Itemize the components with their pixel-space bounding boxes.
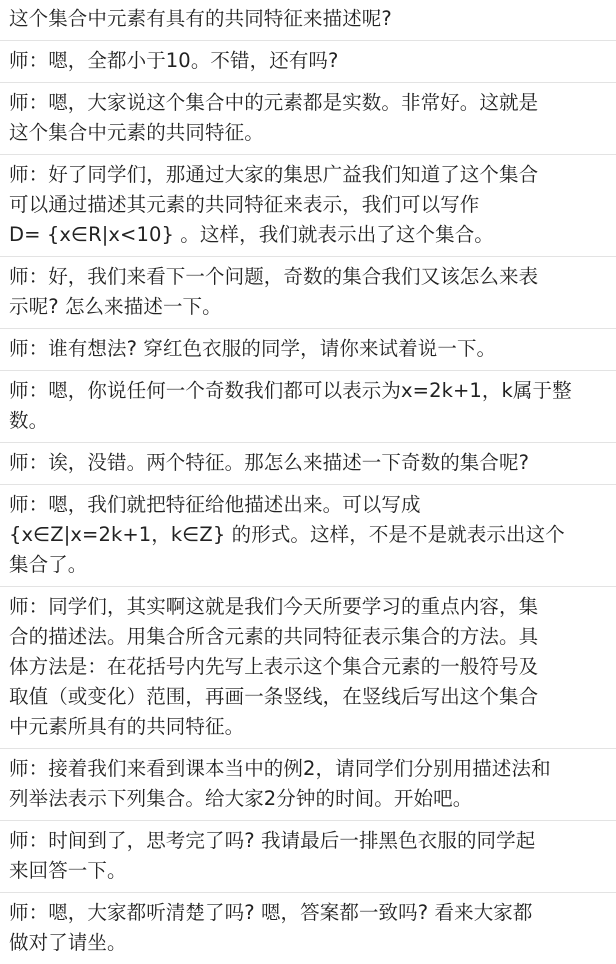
- paragraph-text: [9, 376, 610, 436]
- paragraph-divider: [0, 586, 616, 587]
- text-line: 可以通过描述其元素的共同特征来表示，我们可以写作: [9, 193, 480, 216]
- text-line: 集合了。: [9, 553, 88, 576]
- text-line: 来回答一下。: [9, 859, 127, 882]
- text-line: 这个集合中元素有具有的共同特征来描述呢?: [9, 7, 392, 30]
- dialogue-paragraph: [9, 46, 610, 82]
- paragraph-divider: [0, 40, 616, 41]
- text-line: 师：嗯，你说任何一个奇数我们都可以表示为x=2k+1，k属于整: [9, 379, 572, 402]
- text-line: 师：嗯，大家都听清楚了吗? 嗯，答案都一致吗? 看来大家都: [9, 901, 533, 924]
- paragraph-divider: [0, 748, 616, 749]
- paragraph-divider: [0, 154, 616, 155]
- paragraph-divider: [0, 370, 616, 371]
- text-line: 师：接着我们来看到课本当中的例2，请同学们分别用描述法和: [9, 757, 551, 780]
- paragraph-text: [9, 88, 610, 148]
- text-line: 合的描述法。用集合所含元素的共同特征表示集合的方法。具: [9, 625, 539, 648]
- paragraph-text: [9, 754, 610, 814]
- text-line: 师：嗯，我们就把特征给他描述出来。可以写成: [9, 493, 421, 516]
- text-line: 中元素所具有的共同特征。: [9, 715, 245, 738]
- paragraph-text: [9, 160, 610, 250]
- text-line: 这个集合中元素的共同特征。: [9, 121, 264, 144]
- paragraph-divider: [0, 442, 616, 443]
- paragraph-text: [9, 490, 610, 580]
- dialogue-paragraph: [9, 334, 610, 370]
- dialogue-paragraph: [9, 160, 610, 256]
- text-line: 师：时间到了，思考完了吗? 我请最后一排黑色衣服的同学起: [9, 829, 536, 852]
- paragraph-text: [9, 46, 610, 76]
- dialogue-paragraph: [9, 262, 610, 328]
- paragraph-text: [9, 4, 610, 34]
- dialogue-paragraph: [9, 448, 610, 484]
- text-line: 数。: [9, 409, 49, 432]
- paragraph-text: [9, 592, 610, 742]
- paragraph-divider: [0, 484, 616, 485]
- dialogue-paragraph: [9, 4, 610, 40]
- text-line: 师：谁有想法? 穿红色衣服的同学，请你来试着说一下。: [9, 337, 497, 360]
- dialogue-paragraph: [9, 490, 610, 586]
- paragraph-divider: [0, 82, 616, 83]
- dialogue-paragraph: [9, 898, 610, 964]
- paragraph-divider: [0, 892, 616, 893]
- paragraph-text: [9, 826, 610, 886]
- paragraph-text: [9, 448, 610, 478]
- paragraph-text: [9, 262, 610, 322]
- dialogue-paragraph: [9, 826, 610, 892]
- paragraph-divider: [0, 256, 616, 257]
- paragraph-text: [9, 898, 610, 958]
- text-line: 做对了请坐。: [9, 931, 127, 954]
- text-line: 师：嗯，大家说这个集合中的元素都是实数。非常好。这就是: [9, 91, 539, 114]
- dialogue-paragraph: [9, 592, 610, 748]
- text-line: 师：好了同学们，那通过大家的集思广益我们知道了这个集合: [9, 163, 539, 186]
- dialogue-paragraph: [9, 88, 610, 154]
- text-line: 师：好，我们来看下一个问题，奇数的集合我们又该怎么来表: [9, 265, 539, 288]
- text-line: 师：诶，没错。两个特征。那怎么来描述一下奇数的集合呢?: [9, 451, 530, 474]
- text-line: 师：同学们，其实啊这就是我们今天所要学习的重点内容，集: [9, 595, 539, 618]
- dialogue-paragraph: [9, 754, 610, 820]
- text-line: 列举法表示下列集合。给大家2分钟的时间。开始吧。: [9, 787, 473, 810]
- paragraph-divider: [0, 328, 616, 329]
- paragraph-text: [9, 334, 610, 364]
- dialogue-paragraph: [9, 376, 610, 442]
- text-line: 示呢? 怎么来描述一下。: [9, 295, 222, 318]
- text-line: 取值（或变化）范围，再画一条竖线，在竖线后写出这个集合: [9, 685, 539, 708]
- text-line: D= {x∈R|x<10} 。这样，我们就表示出了这个集合。: [9, 223, 494, 246]
- text-line: 师：嗯，全都小于10。不错，还有吗?: [9, 49, 339, 72]
- text-line: 体方法是：在花括号内先写上表示这个集合元素的一般符号及: [9, 655, 539, 678]
- paragraph-divider: [0, 820, 616, 821]
- text-line: {x∈Z|x=2k+1，k∈Z} 的形式。这样，不是不是就表示出这个: [9, 523, 565, 546]
